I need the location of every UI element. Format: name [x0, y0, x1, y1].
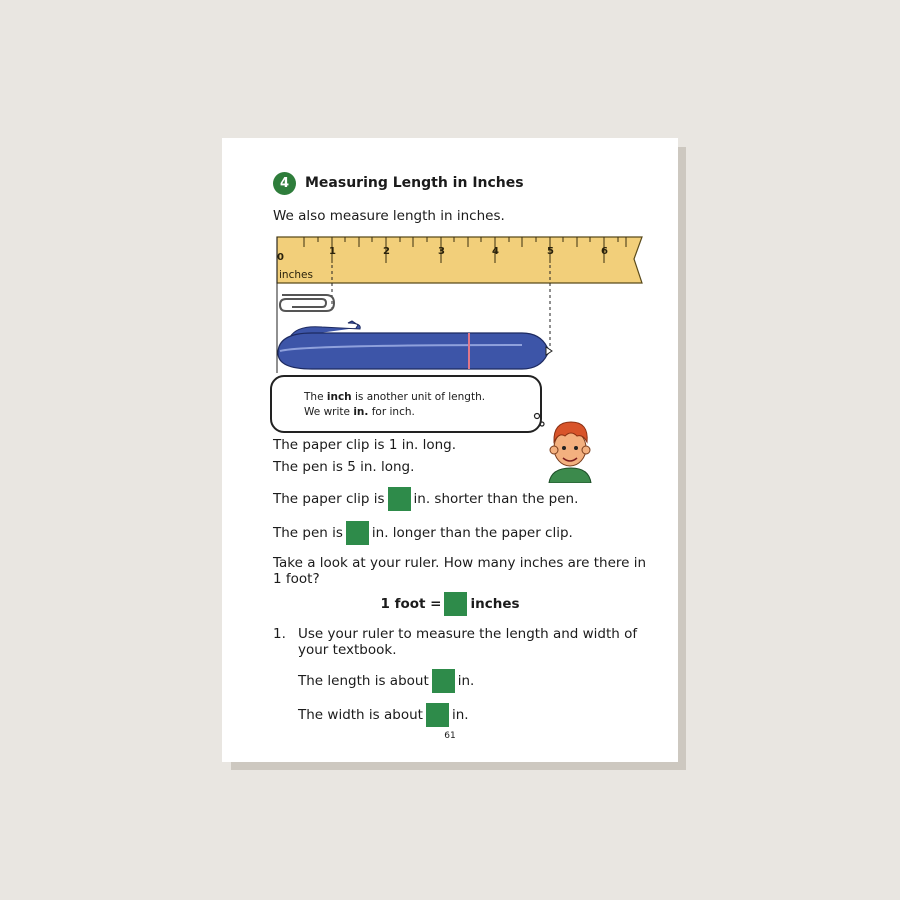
section-title: Measuring Length in Inches — [305, 175, 524, 191]
answer-box[interactable] — [426, 703, 449, 727]
width-answer: The width is about in. — [298, 703, 469, 727]
foot-equation: 1 foot = inches — [222, 592, 678, 616]
textbook-page — [222, 138, 678, 762]
question-shorter: The paper clip is in. shorter than the pen. — [273, 487, 578, 511]
answer-box[interactable] — [432, 669, 455, 693]
pen-icon — [278, 321, 552, 369]
ruler-number: 5 — [547, 246, 554, 257]
ruler-number: 3 — [438, 246, 445, 257]
ruler-unit-label: inches — [279, 269, 313, 281]
answer-box[interactable] — [346, 521, 369, 545]
exercise-line-1: Use your ruler to measure the length and width of — [298, 626, 638, 642]
ruler-number: 4 — [492, 246, 499, 257]
length-answer: The length is about in. — [298, 669, 474, 693]
statement-clip-length: The paper clip is 1 in. long. — [273, 437, 457, 453]
question-longer: The pen is in. longer than the paper clip. — [273, 521, 573, 545]
ruler-question-line-1: Take a look at your ruler. How many inches are there in — [273, 555, 647, 571]
answer-box[interactable] — [444, 592, 467, 616]
page-number: 61 — [444, 731, 456, 741]
ruler-question-line-2: 1 foot? — [273, 571, 320, 587]
bubble-line-1: The inch is another unit of length. — [304, 391, 486, 403]
ruler-number: 0 — [277, 252, 284, 263]
statement-pen-length: The pen is 5 in. long. — [273, 459, 415, 475]
answer-box[interactable] — [388, 487, 411, 511]
section-number-badge: 4 — [273, 172, 296, 195]
ruler-number: 2 — [383, 246, 390, 257]
ruler-number: 1 — [329, 246, 336, 257]
bubble-line-2: We write in. for inch. — [304, 406, 415, 418]
exercise-line-2: your textbook. — [298, 642, 397, 658]
speech-bubble — [270, 375, 542, 433]
ruler-number: 6 — [601, 246, 608, 257]
exercise-number: 1. — [273, 626, 286, 642]
ruler-illustration — [222, 233, 678, 373]
boy-illustration — [527, 408, 597, 483]
intro-text: We also measure length in inches. — [273, 208, 505, 224]
paper-clip-icon — [280, 295, 334, 311]
